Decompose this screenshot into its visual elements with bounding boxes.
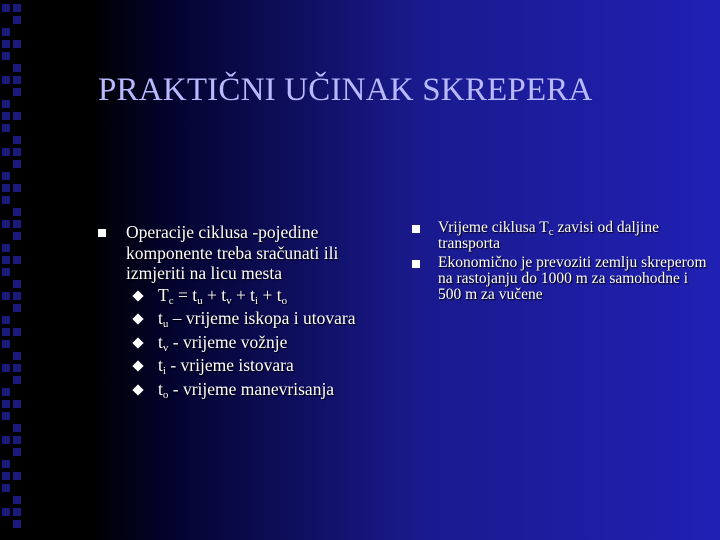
- edge-square: [2, 52, 10, 60]
- subscript: i: [255, 294, 259, 307]
- text-part: T: [158, 284, 169, 305]
- right-bullet-text: [438, 254, 707, 303]
- edge-square: [2, 472, 10, 480]
- text-part: - vrijeme istovara: [165, 355, 294, 375]
- edge-square: [13, 88, 21, 96]
- edge-square: [13, 136, 21, 144]
- left-sub-item-text: [158, 355, 294, 375]
- right-bullet-text: [438, 219, 659, 252]
- edge-square: [13, 112, 21, 120]
- edge-square: [2, 340, 10, 348]
- edge-square: [2, 460, 10, 468]
- text-part: - vrijeme vožnje: [168, 331, 288, 352]
- diamond-bullet-icon: [132, 313, 143, 324]
- text-part: = t: [173, 284, 198, 305]
- edge-square: [2, 388, 10, 396]
- edge-square: [2, 508, 10, 516]
- edge-square: [2, 328, 10, 336]
- edge-square: [2, 244, 10, 252]
- edge-square: [13, 424, 21, 432]
- edge-square: [2, 292, 10, 300]
- edge-square: [2, 124, 10, 132]
- text-part: zavisi od daljine transporta: [438, 219, 660, 252]
- edge-square: [2, 400, 10, 408]
- right-bullet-item: [412, 220, 712, 252]
- edge-square: [2, 4, 10, 12]
- diamond-bullet-icon: [132, 360, 143, 371]
- subscript: o: [281, 294, 288, 307]
- edge-square: [13, 448, 21, 456]
- subscript: c: [548, 226, 554, 238]
- subscript: u: [162, 318, 169, 330]
- edge-square: [13, 208, 21, 216]
- edge-square: [2, 256, 10, 264]
- edge-square: [13, 508, 21, 516]
- edge-square: [2, 40, 10, 48]
- left-sub-item-text: [158, 308, 355, 328]
- edge-square: [13, 472, 21, 480]
- edge-square: [2, 220, 10, 228]
- edge-square: [13, 184, 21, 192]
- square-bullet-icon: [412, 225, 420, 233]
- edge-square: [2, 196, 10, 204]
- slide-title: PRAKTIČNI UČINAK SKREPERA: [98, 72, 593, 108]
- edge-square: [13, 436, 21, 444]
- edge-square: [2, 436, 10, 444]
- edge-square: [2, 100, 10, 108]
- left-sub-item-text: [158, 285, 287, 305]
- edge-square: [2, 268, 10, 276]
- edge-square: [2, 184, 10, 192]
- subscript: v: [226, 294, 232, 307]
- left-sub-item-text: [158, 379, 334, 399]
- edge-square: [13, 364, 21, 372]
- subscript: o: [162, 388, 169, 401]
- right-bullet-item: [412, 255, 712, 303]
- text-part: Vrijeme ciklusa T: [438, 219, 549, 236]
- edge-square: [13, 280, 21, 288]
- left-sub-list: [98, 284, 398, 402]
- text-part: t: [158, 308, 163, 328]
- text-part: Ekonomično je prevoziti zemlju skreperom na rastojanju do 1000 m za samohodne i 500 m za vučene: [438, 254, 707, 303]
- edge-square: [13, 4, 21, 12]
- square-bullet-icon: [98, 229, 106, 237]
- edge-square: [2, 148, 10, 156]
- edge-square: [13, 400, 21, 408]
- left-sub-item: [98, 331, 398, 355]
- edge-square: [13, 328, 21, 336]
- edge-square: [2, 484, 10, 492]
- right-column: [412, 220, 712, 306]
- text-part: t: [158, 331, 163, 352]
- edge-square: [2, 172, 10, 180]
- left-sub-item: [98, 284, 398, 308]
- edge-square: [13, 352, 21, 360]
- edge-square: [13, 292, 21, 300]
- diamond-bullet-icon: [132, 290, 143, 301]
- edge-square: [13, 160, 21, 168]
- edge-square: [13, 16, 21, 24]
- diamond-bullet-icon: [132, 337, 143, 348]
- edge-square: [13, 220, 21, 228]
- subscript: v: [162, 341, 169, 354]
- edge-square: [2, 412, 10, 420]
- edge-square: [13, 232, 21, 240]
- left-main-text: Operacije ciklusa -pojedine komponente treba sračunati ili izmjeriti na licu mesta: [126, 222, 339, 283]
- subscript: i: [162, 365, 166, 377]
- edge-square: [13, 64, 21, 72]
- left-column: [98, 222, 398, 401]
- edge-square: [13, 496, 21, 504]
- text-part: + t: [258, 284, 282, 305]
- edge-square: [13, 256, 21, 264]
- text-part: + t: [202, 284, 227, 305]
- subscript: u: [197, 294, 203, 307]
- edge-square: [13, 40, 21, 48]
- edge-square: [13, 520, 21, 528]
- edge-square: [13, 148, 21, 156]
- text-part: t: [158, 355, 163, 375]
- diamond-bullet-icon: [132, 384, 143, 395]
- square-bullet-icon: [412, 260, 420, 268]
- decorative-edge-pattern: [0, 0, 22, 540]
- text-part: - vrijeme manevrisanja: [168, 378, 335, 399]
- edge-square: [13, 376, 21, 384]
- left-sub-item: [98, 378, 398, 402]
- left-sub-item-text: [158, 332, 287, 352]
- text-part: + t: [231, 284, 256, 305]
- edge-square: [2, 28, 10, 36]
- edge-square: [13, 76, 21, 84]
- edge-square: [2, 316, 10, 324]
- edge-square: [2, 364, 10, 372]
- left-main-bullet: [98, 222, 398, 284]
- edge-square: [2, 112, 10, 120]
- left-sub-item: [98, 354, 398, 378]
- text-part: t: [158, 378, 163, 399]
- subscript: c: [168, 294, 174, 307]
- left-sub-item: [98, 307, 398, 331]
- edge-square: [2, 76, 10, 84]
- text-part: – vrijeme iskopa i utovara: [168, 308, 356, 328]
- edge-square: [13, 304, 21, 312]
